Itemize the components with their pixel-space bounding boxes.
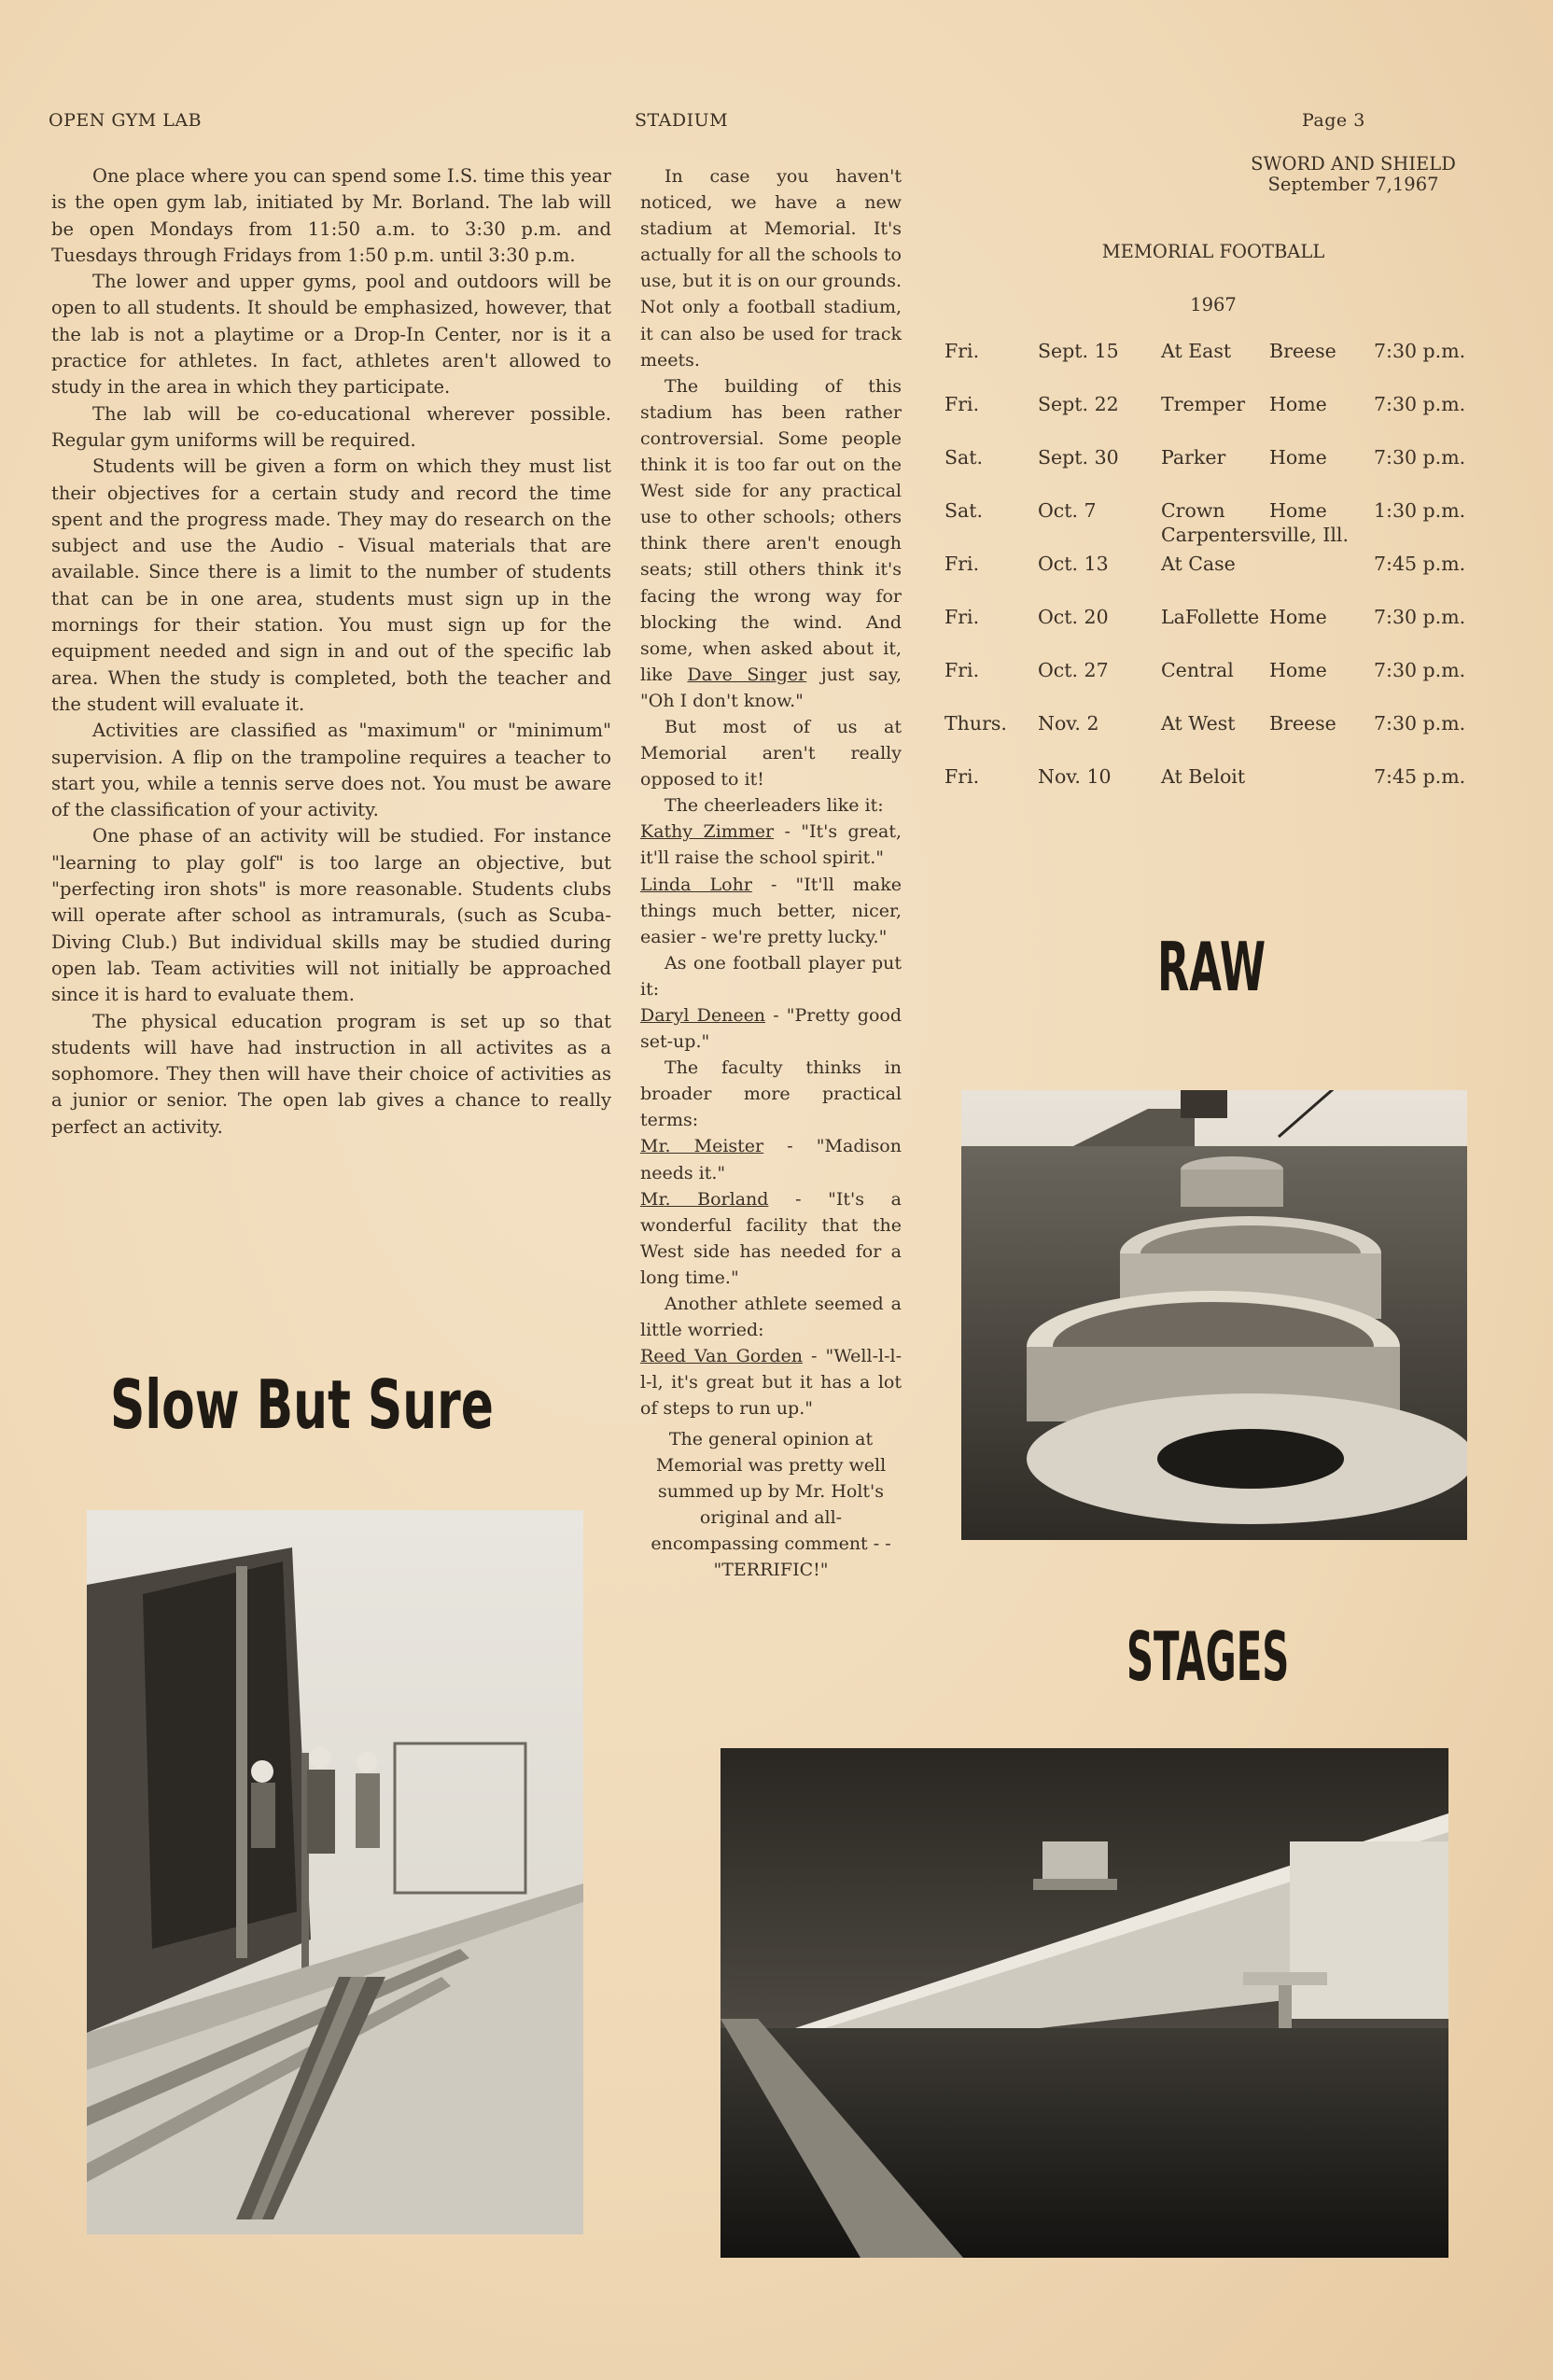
- quote-text: - "It'll make things much better, nicer, easier - we're pretty lucky.": [640, 874, 902, 947]
- masthead: [1213, 154, 1493, 195]
- game-date: Oct. 20: [1038, 606, 1109, 628]
- game-location: Breese: [1269, 340, 1336, 362]
- paper-name: SWORD AND SHIELD: [1251, 153, 1456, 175]
- schedule-row: [944, 712, 1542, 765]
- article-paragraph: But most of us at Memorial aren't really opposed to it!: [640, 716, 902, 791]
- game-day: Fri.: [944, 606, 980, 628]
- game-time: 7:30 p.m.: [1374, 340, 1466, 362]
- quoted-person: Reed Van Gorden: [640, 1346, 803, 1367]
- game-location: Home: [1269, 659, 1327, 681]
- section-header-stadium: STADIUM: [635, 110, 729, 131]
- headline-stages: STAGES: [1126, 1617, 1290, 1696]
- schedule-row: [944, 606, 1542, 659]
- article-paragraph: Another athlete seemed a little worried:: [640, 1294, 902, 1341]
- game-opponent: Central: [1161, 659, 1234, 681]
- game-date: Nov. 2: [1038, 712, 1099, 735]
- headline-raw: RAW: [1157, 928, 1266, 1006]
- game-date: Oct. 27: [1038, 659, 1109, 681]
- quoted-person: Mr. Borland: [640, 1188, 769, 1210]
- schedule-row: [944, 553, 1542, 606]
- article-paragraph: The general opinion at Memorial was pretty well summed up by Mr. Holt's original and all-encompassing comment - - "TERRIFIC!": [651, 1428, 891, 1580]
- game-time: 7:45 p.m.: [1374, 765, 1466, 788]
- quoted-person: Kathy Zimmer: [640, 821, 775, 843]
- game-location: Home: [1269, 606, 1327, 628]
- quoted-person: Mr. Meister: [640, 1136, 764, 1157]
- headline-slow-but-sure: Slow But Sure: [110, 1365, 494, 1444]
- game-day: Sat.: [944, 446, 984, 469]
- game-day: Fri.: [944, 553, 980, 575]
- game-date: Oct. 7: [1038, 499, 1097, 522]
- paragraph-text: The building of this stadium has been rather controversial. Some people think it is too far out on the West side for any practical use to other schools; others think there aren't enough seats; still others think it's facing the wrong way for blocking the wind. And some, when asked about it, like: [640, 375, 902, 685]
- article-paragraph: One place where you can spend some I.S. time this year is the open gym lab, initiated by Mr. Borland. The lab will be open Mondays from 11:50 a.m. to 3:30 p.m. and Tuesdays through Fridays from 1:50 p.m. until 3:30 p.m.: [51, 165, 611, 266]
- game-opponent: Tremper: [1161, 393, 1246, 415]
- game-opponent: At West: [1161, 712, 1236, 735]
- game-opponent: At East: [1161, 340, 1232, 362]
- schedule-row: [944, 393, 1542, 446]
- article-paragraph: The cheerleaders like it:: [665, 795, 884, 817]
- game-note: Carpentersville, Ill.: [1161, 524, 1349, 546]
- game-location: Home: [1269, 446, 1327, 469]
- schedule-row: [944, 499, 1542, 553]
- article-paragraph: The physical education program is set up so that students will have had instruction in all activites as a sophomore. They then will have their choice of activities as a junior or senior. The open lab gives a chance to really perfect an activity.: [51, 1010, 611, 1138]
- game-location: Home: [1269, 499, 1327, 522]
- football-schedule: [944, 340, 1542, 819]
- article-paragraph: One phase of an activity will be studied. For instance "learning to play golf" is too large an objective, but "perfecting iron shots" is more reasonable. Students clubs will operate after school as intramurals, (such as Scuba-Diving Club.) But individual skills may be studied during open lab. Team activities will not initially be approached since it is hard to evaluate them.: [51, 825, 611, 1006]
- game-day: Thurs.: [944, 712, 1007, 735]
- game-day: Fri.: [944, 765, 980, 788]
- game-date: Sept. 30: [1038, 446, 1119, 469]
- quoted-person: Dave Singer: [687, 664, 807, 685]
- game-time: 1:30 p.m.: [1374, 499, 1466, 522]
- game-opponent: Crown: [1161, 499, 1225, 522]
- quoted-person: Linda Lohr: [640, 874, 752, 895]
- quote: [640, 1343, 902, 1421]
- game-time: 7:45 p.m.: [1374, 553, 1466, 575]
- photo-bleacher-construction: [87, 1510, 583, 2234]
- schedule-row: [944, 340, 1542, 393]
- game-date: Nov. 10: [1038, 765, 1112, 788]
- quote: [640, 1133, 902, 1185]
- football-title: MEMORIAL FOOTBALL: [1101, 241, 1325, 262]
- quote-text: - "It's great, it'll raise the school spirit.": [640, 821, 902, 869]
- football-year: 1967: [1190, 294, 1237, 315]
- schedule-row: [944, 446, 1542, 499]
- game-opponent: Parker: [1161, 446, 1226, 469]
- game-location: Home: [1269, 393, 1327, 415]
- game-date: Sept. 15: [1038, 340, 1119, 362]
- photo-finished-stadium: [721, 1748, 1448, 2258]
- quote: [640, 872, 902, 950]
- article-paragraph: The lower and upper gyms, pool and outdoors will be open to all students. It should be emphasized, however, that the lab is not a playtime or a Drop-In Center, nor is it a practice for athletes. In fact, athletes aren't allowed to study in the area in which they participate.: [51, 271, 611, 399]
- quote-text: - "It's a wonderful facility that the West side has needed for a long time.": [640, 1188, 902, 1288]
- game-opponent: LaFollette: [1161, 606, 1260, 628]
- photo-concrete-rings: [961, 1090, 1467, 1540]
- game-date: Sept. 22: [1038, 393, 1119, 415]
- game-day: Fri.: [944, 659, 980, 681]
- game-time: 7:30 p.m.: [1374, 659, 1466, 681]
- article-paragraph: As one football player put it:: [640, 952, 902, 1000]
- article-paragraph: In case you haven't noticed, we have a new stadium at Memorial. It's actually for all the schools to use, but it is on our grounds. Not only a football stadium, it can also be used for track meets.: [640, 166, 902, 371]
- page-number: Page 3: [1302, 110, 1365, 131]
- quote-text: - "Madison needs it.": [640, 1136, 902, 1183]
- quote-text: - "Well-l-l-l-l, it's great but it has a lot of steps to run up.": [640, 1346, 902, 1420]
- schedule-row: [944, 659, 1542, 712]
- game-opponent: At Beloit: [1161, 765, 1246, 788]
- game-time: 7:30 p.m.: [1374, 712, 1466, 735]
- schedule-row: [944, 765, 1542, 819]
- game-date: Oct. 13: [1038, 553, 1109, 575]
- article-paragraph: The lab will be co-educational wherever possible. Regular gym uniforms will be required.: [51, 402, 611, 451]
- open-gym-lab-article: [51, 163, 611, 1141]
- article-paragraph: [640, 373, 902, 714]
- game-day: Fri.: [944, 393, 980, 415]
- quoted-person: Daryl Deneen: [640, 1005, 766, 1026]
- game-day: Sat.: [944, 499, 984, 522]
- stadium-article: [640, 163, 902, 1583]
- section-header-open-gym-lab: OPEN GYM LAB: [49, 110, 203, 131]
- quote: [640, 1186, 902, 1291]
- paragraph-text: just say, "Oh I don't know.": [640, 664, 902, 711]
- game-time: 7:30 p.m.: [1374, 446, 1466, 469]
- article-paragraph: The faculty thinks in broader more practical terms:: [640, 1057, 902, 1131]
- game-day: Fri.: [944, 340, 980, 362]
- game-time: 7:30 p.m.: [1374, 606, 1466, 628]
- quote: [640, 1002, 902, 1055]
- quote-text: - "Pretty good set-up.": [640, 1005, 902, 1053]
- game-time: 7:30 p.m.: [1374, 393, 1466, 415]
- game-location: Breese: [1269, 712, 1336, 735]
- article-paragraph: Activities are classified as "maximum" or "minimum" supervision. A flip on the trampoline requires a teacher to start you, while a tennis serve does not. You must be aware of the classification of your activity.: [51, 720, 611, 821]
- issue-date: September 7,1967: [1267, 174, 1439, 195]
- article-paragraph: Students will be given a form on which they must list their objectives for a certain study and record the time spent and the progress made. They may do research on the subject and use the Audio - Visual materials that are available. Since there is a limit to the number of students that can be in one area, students must sign up in the mornings for their station. You must sign up for the equipment needed and sign in and out of the specific lab area. When the study is completed, both the teacher and the student will evaluate it.: [51, 455, 611, 715]
- quote: [640, 819, 902, 871]
- game-opponent: At Case: [1161, 553, 1236, 575]
